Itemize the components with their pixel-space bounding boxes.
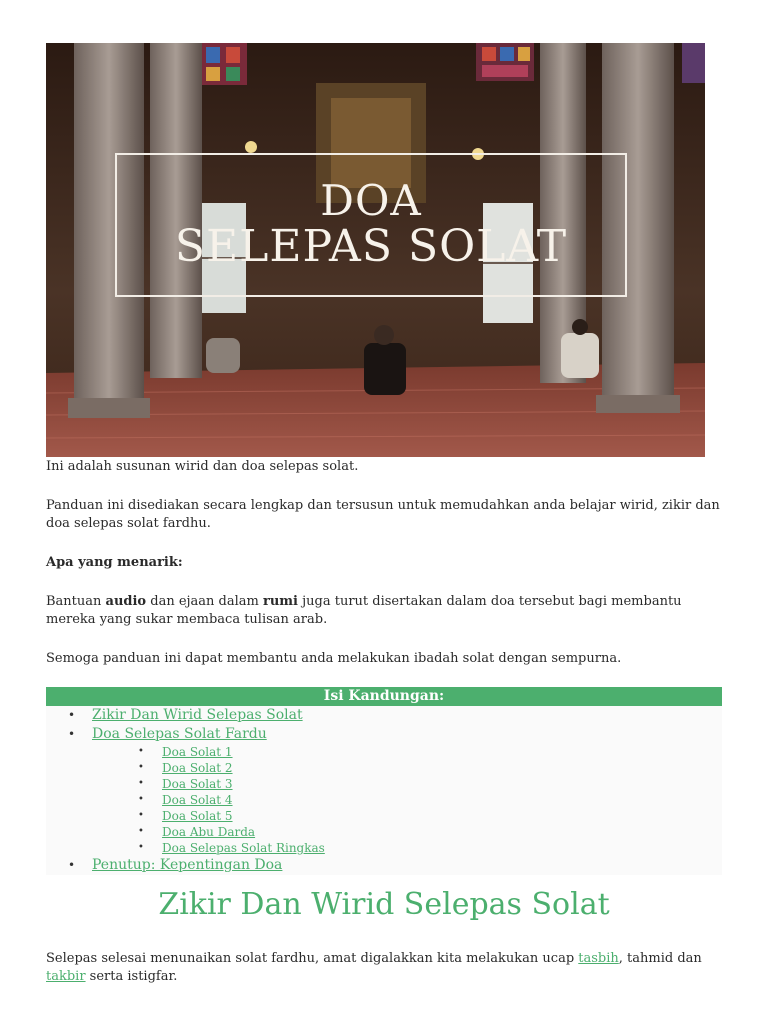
toc-link-doa[interactable]: Doa Selepas Solat Fardu <box>92 726 267 742</box>
toc-subitem <box>92 776 722 792</box>
intro-paragraph-4 <box>46 593 722 629</box>
section-text-a: Selepas selesai menunaikan solat fardhu, amat digalakkan kita melakukan ucap <box>46 950 579 966</box>
toc-title: Isi Kandungan: <box>46 687 722 706</box>
toc-subitem <box>92 744 722 760</box>
p4-text-c: juga turut disertakan dalam doa tersebut bagi membantu mereka yang sukar membaca tulisan arab. <box>46 594 682 627</box>
intro-paragraph-1: Ini adalah susunan wirid dan doa selepas solat. <box>46 459 359 474</box>
p4-text-b: dan ejaan dalam <box>146 594 263 609</box>
toc-item-doa <box>46 725 722 856</box>
toc-link-doa-solat-1[interactable]: Doa Solat 1 <box>162 745 233 759</box>
toc-subitem <box>92 808 722 824</box>
toc-item-zikir <box>46 706 722 725</box>
toc-link-zikir[interactable]: Zikir Dan Wirid Selepas Solat <box>92 707 303 723</box>
section-title: Zikir Dan Wirid Selepas Solat <box>158 887 610 922</box>
highlights-heading-text: Apa yang menarik: <box>46 555 183 570</box>
toc-subitem <box>92 792 722 808</box>
p4-bold-rumi: rumi <box>263 594 298 609</box>
hero-title-line1: DOA <box>320 176 422 225</box>
hero-title-line2: SELEPAS SOLAT <box>174 221 568 272</box>
toc-subitem <box>92 760 722 776</box>
link-tasbih[interactable]: tasbih <box>578 950 619 966</box>
p4-bold-audio: audio <box>105 594 147 609</box>
p4-text-a: Bantuan <box>46 594 106 609</box>
toc-link-penutup[interactable]: Penutup: Kepentingan Doa <box>92 857 283 873</box>
toc-sublist <box>92 744 722 856</box>
toc-list <box>46 706 722 875</box>
highlights-heading <box>46 554 722 572</box>
table-of-contents <box>46 687 722 875</box>
section-paragraph <box>46 950 722 986</box>
intro-paragraph-2: Panduan ini disediakan secara lengkap dan tersusun untuk memudahkan anda belajar wirid, zikir dan doa selepas solat fardhu. <box>46 498 720 531</box>
toc-link-doa-solat-3[interactable]: Doa Solat 3 <box>162 777 233 791</box>
toc-link-doa-solat-2[interactable]: Doa Solat 2 <box>162 761 233 775</box>
toc-link-doa-solat-4[interactable]: Doa Solat 4 <box>162 793 233 807</box>
toc-link-doa-abu-darda[interactable]: Doa Abu Darda <box>162 825 256 839</box>
toc-subitem <box>92 840 722 856</box>
toc-subitem <box>92 824 722 840</box>
hero-image <box>46 43 705 457</box>
intro-paragraph-5: Semoga panduan ini dapat membantu anda melakukan ibadah solat dengan sempurna. <box>46 651 622 666</box>
section-text-c: serta istigfar. <box>85 968 178 984</box>
toc-link-doa-ringkas[interactable]: Doa Selepas Solat Ringkas <box>162 841 325 855</box>
toc-link-doa-solat-5[interactable]: Doa Solat 5 <box>162 809 233 823</box>
hero-title-box <box>115 153 627 297</box>
article <box>46 43 722 986</box>
link-takbir[interactable]: takbir <box>46 968 86 984</box>
toc-item-penutup <box>46 856 722 875</box>
section-text-b: , tahmid dan <box>618 950 702 966</box>
